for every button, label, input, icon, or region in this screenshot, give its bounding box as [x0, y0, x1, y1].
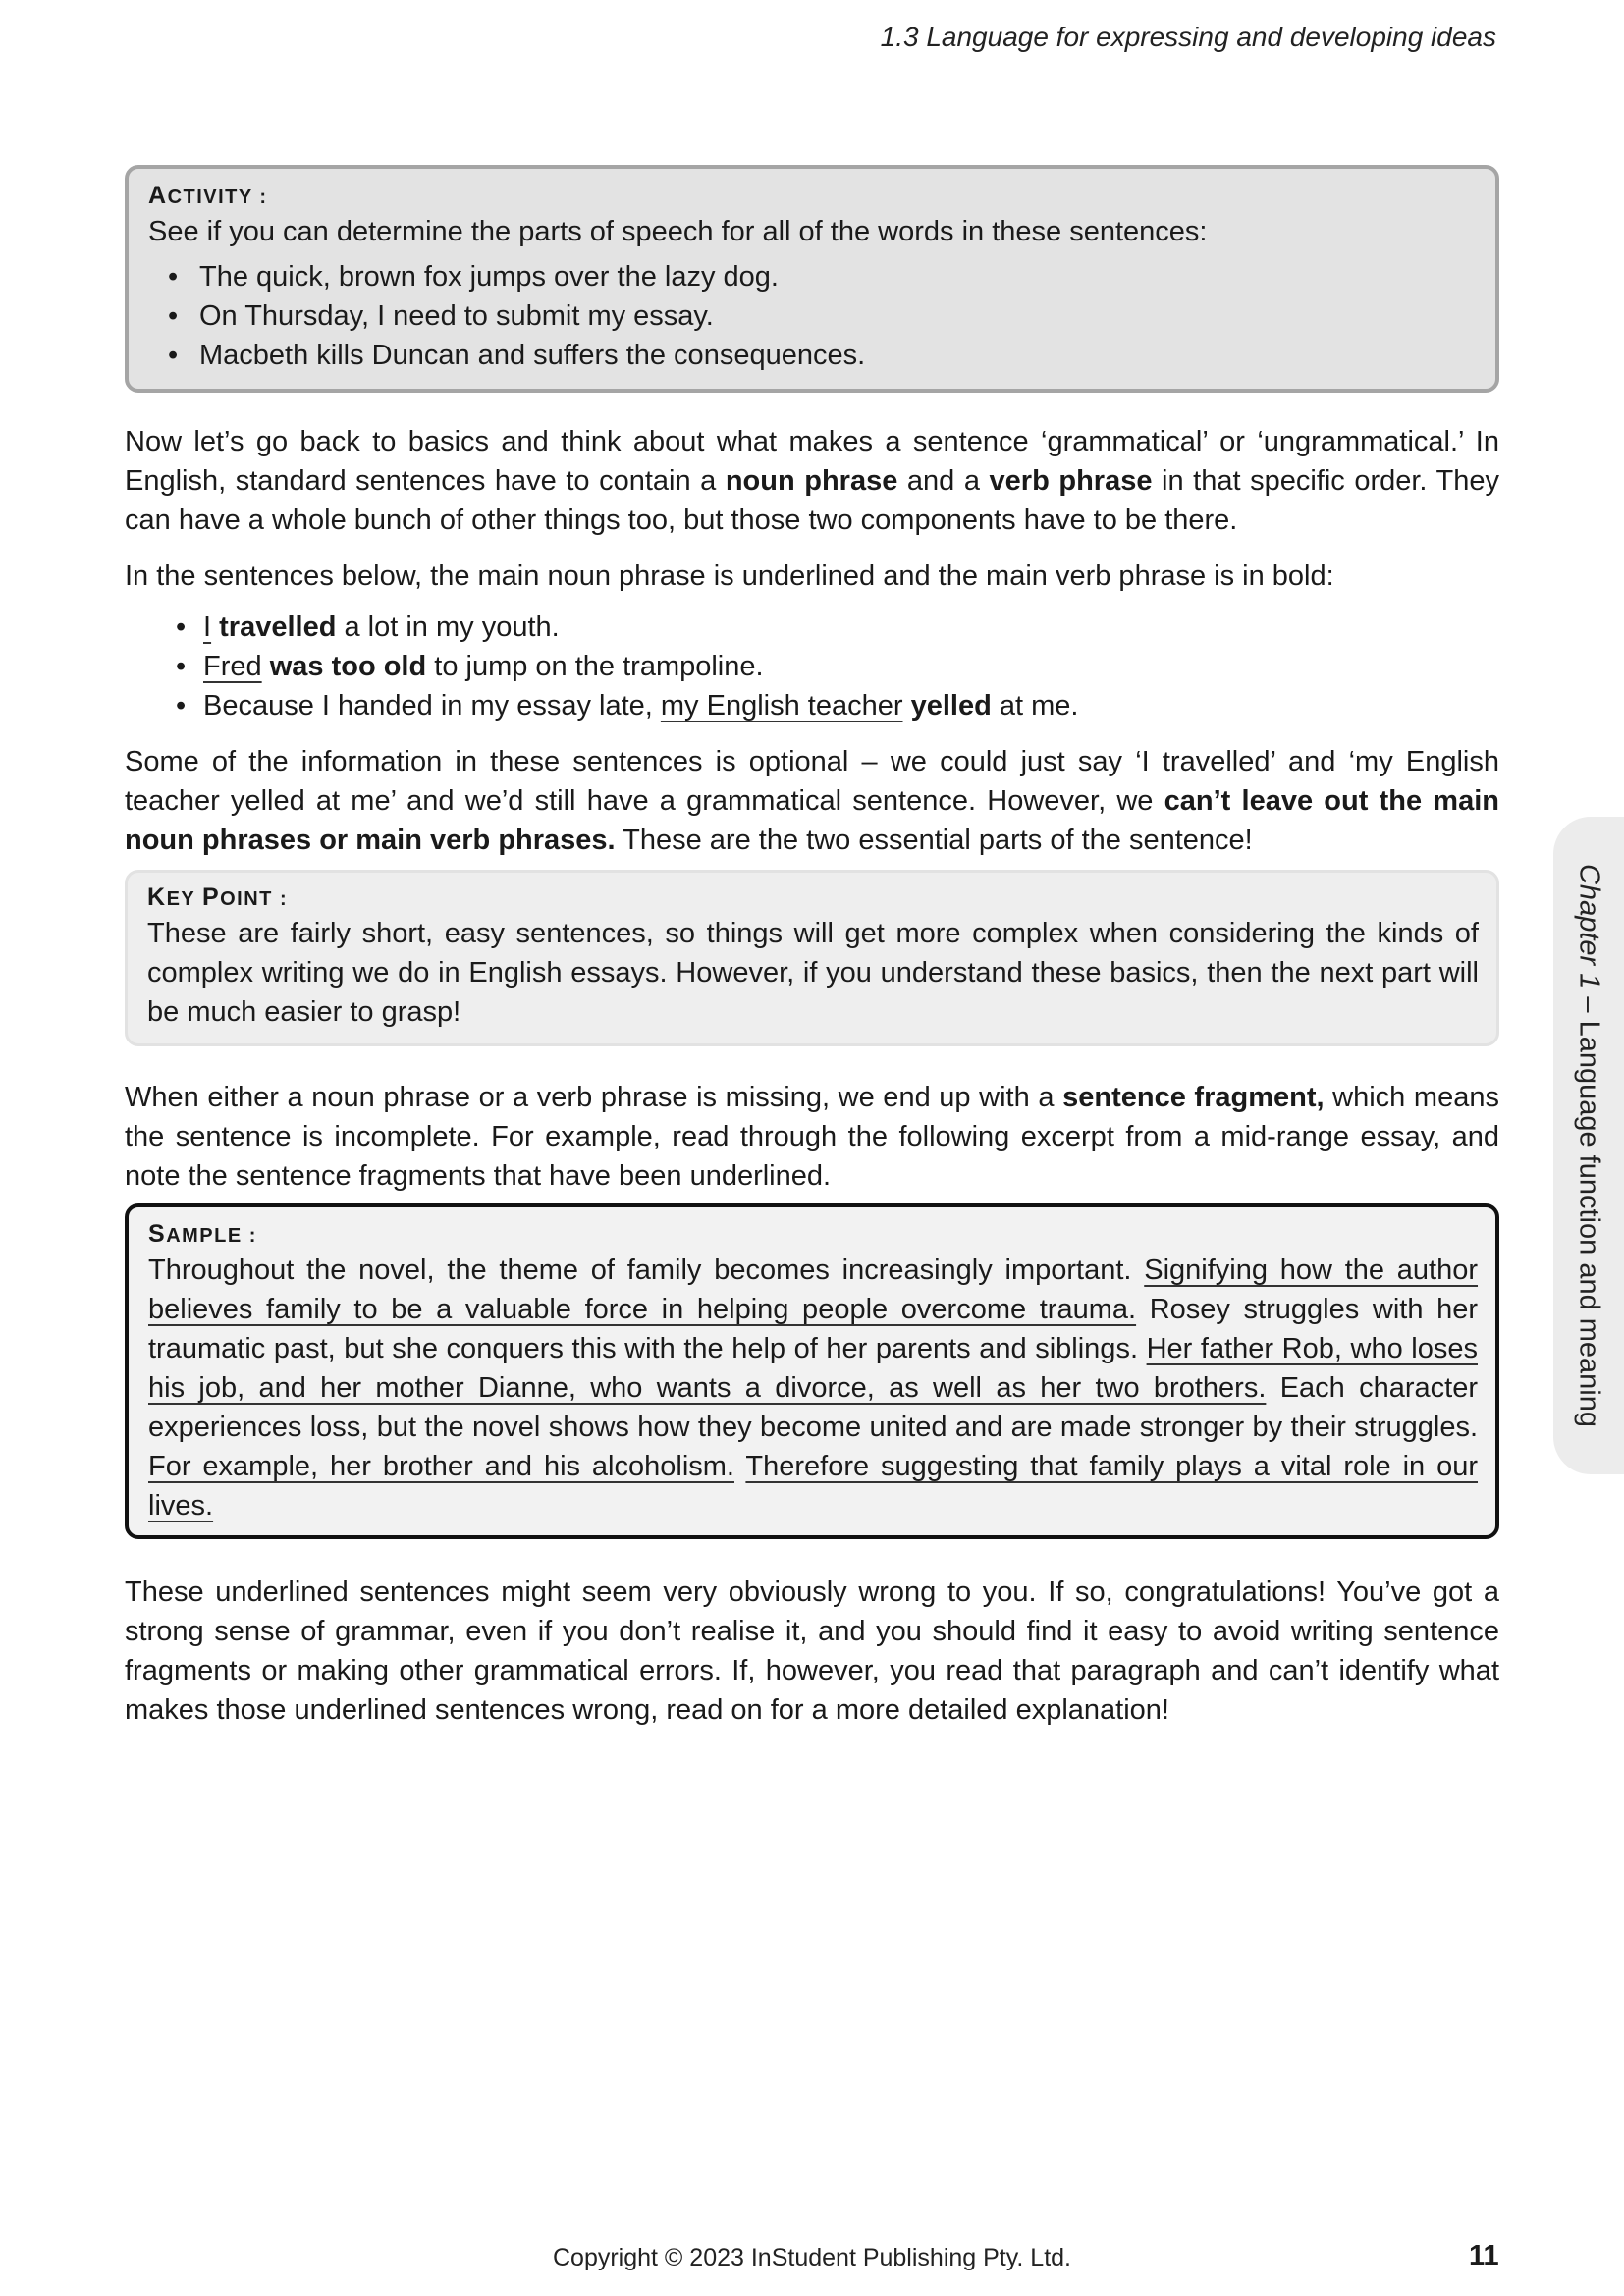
paragraph-basics: Now let’s go back to basics and think about what makes a sentence ‘grammatical’ or ‘ungrammatical.’ In English, standard sentences have to contain a noun phrase and a verb phrase in that specific order. They can have a whole bunch of other things too, but those two components have to be there.: [125, 426, 1499, 536]
paragraph-sentence-fragment: When either a noun phrase or a verb phrase is missing, we end up with a sentence fragment, which means the sentence is incomplete. For example, read through the following excerpt from a mid-range essay, and note the sentence fragments that have been underlined.: [125, 1082, 1499, 1192]
activity-label: ACTIVITY :: [148, 182, 268, 209]
sentence-fragment: Therefore suggesting that family plays a vital role in our lives.: [148, 1451, 1479, 1522]
copyright-notice: Copyright © 2023 InStudent Publishing Pty. Ltd.: [552, 2244, 1071, 2271]
key-point-box: [125, 870, 1499, 1046]
example-sentence: • Fred was too old to jump on the trampoline.: [125, 647, 1499, 686]
sample-box: [125, 1203, 1499, 1539]
noun-phrase: I: [203, 612, 212, 643]
sentence-fragment: Signifying how the author believes family to be a valuable force in helping people overcome trauma.: [148, 1255, 1479, 1325]
sentence-fragment: For example, her brother and his alcoholism.: [148, 1451, 734, 1482]
key-point-text: These are fairly short, easy sentences, so things will get more complex when considering the kinds of complex writing we do in English essays. However, if you understand these basics, then the next part will be much easier to grasp!: [147, 918, 1479, 1028]
verb-phrase: yelled: [910, 690, 992, 721]
example-sentence: • I travelled a lot in my youth.: [125, 608, 1499, 647]
activity-item: • The quick, brown fox jumps over the lazy dog.: [148, 257, 1478, 296]
paragraph-conclusion: These underlined sentences might seem very obviously wrong to you. If so, congratulations! You’ve got a strong sense of grammar, even if you don’t realise it, and you should find it easy to avoid writing sentence fragments or making other grammatical errors. If, however, you read that paragraph and can’t identify what makes those underlined sentences wrong, read on for a more detailed explanation!: [125, 1576, 1499, 1726]
sentence-fragment: Her father Rob, who loses his job, and her mother Dianne, who wants a divorce, as well as her two brothers.: [148, 1333, 1478, 1404]
paragraph-optional-info: Some of the information in these sentences is optional – we could just say ‘I travelled’ and ‘my English teacher yelled at me’ and we’d still have a grammatical sentence. However, we can’t leave out the main noun phrases or main verb phrases. These are the two essential parts of the sentence!: [125, 746, 1499, 856]
chapter-title: Chapter 1 – Language function and meaning: [1573, 863, 1605, 1428]
verb-phrase: was too old: [269, 651, 427, 682]
example-sentence: • Because I handed in my essay late, my English teacher yelled at me.: [125, 686, 1499, 725]
key-point-label: KEY POINT :: [147, 883, 289, 911]
noun-phrase: my English teacher: [660, 690, 903, 721]
paragraph-examples-intro: In the sentences below, the main noun phrase is underlined and the main verb phrase is in bold:: [125, 561, 1334, 592]
verb-phrase: travelled: [219, 612, 337, 643]
running-head: 1.3 Language for expressing and developing ideas: [880, 22, 1496, 52]
page-content: [125, 165, 1499, 1730]
activity-box: [125, 165, 1499, 393]
activity-list: [148, 257, 1478, 375]
activity-item: • Macbeth kills Duncan and suffers the consequences.: [148, 336, 1478, 375]
example-list: [125, 608, 1499, 725]
activity-item: • On Thursday, I need to submit my essay.: [148, 296, 1478, 336]
activity-intro: See if you can determine the parts of speech for all of the words in these sentences:: [148, 216, 1208, 247]
chapter-side-tab: [1553, 817, 1624, 1474]
sample-text: Throughout the novel, the theme of family becomes increasingly important. Signifying how the author believes family to be a valuable force in helping people overcome trauma. Rosey struggles with her traumatic past, but she conquers this with the help of her parents and siblings. Her father Rob, who loses his job, and her mother Dianne, who wants a divorce, as well as her two brothers. Each character experiences loss, but the novel shows how they become united and are made stronger by their struggles. For example, her brother and his alcoholism. Therefore suggesting that family plays a vital role in our lives.: [148, 1255, 1479, 1522]
noun-phrase: Fred: [203, 651, 262, 682]
sample-label: SAMPLE :: [148, 1220, 257, 1248]
page-number: 11: [1469, 2240, 1499, 2271]
